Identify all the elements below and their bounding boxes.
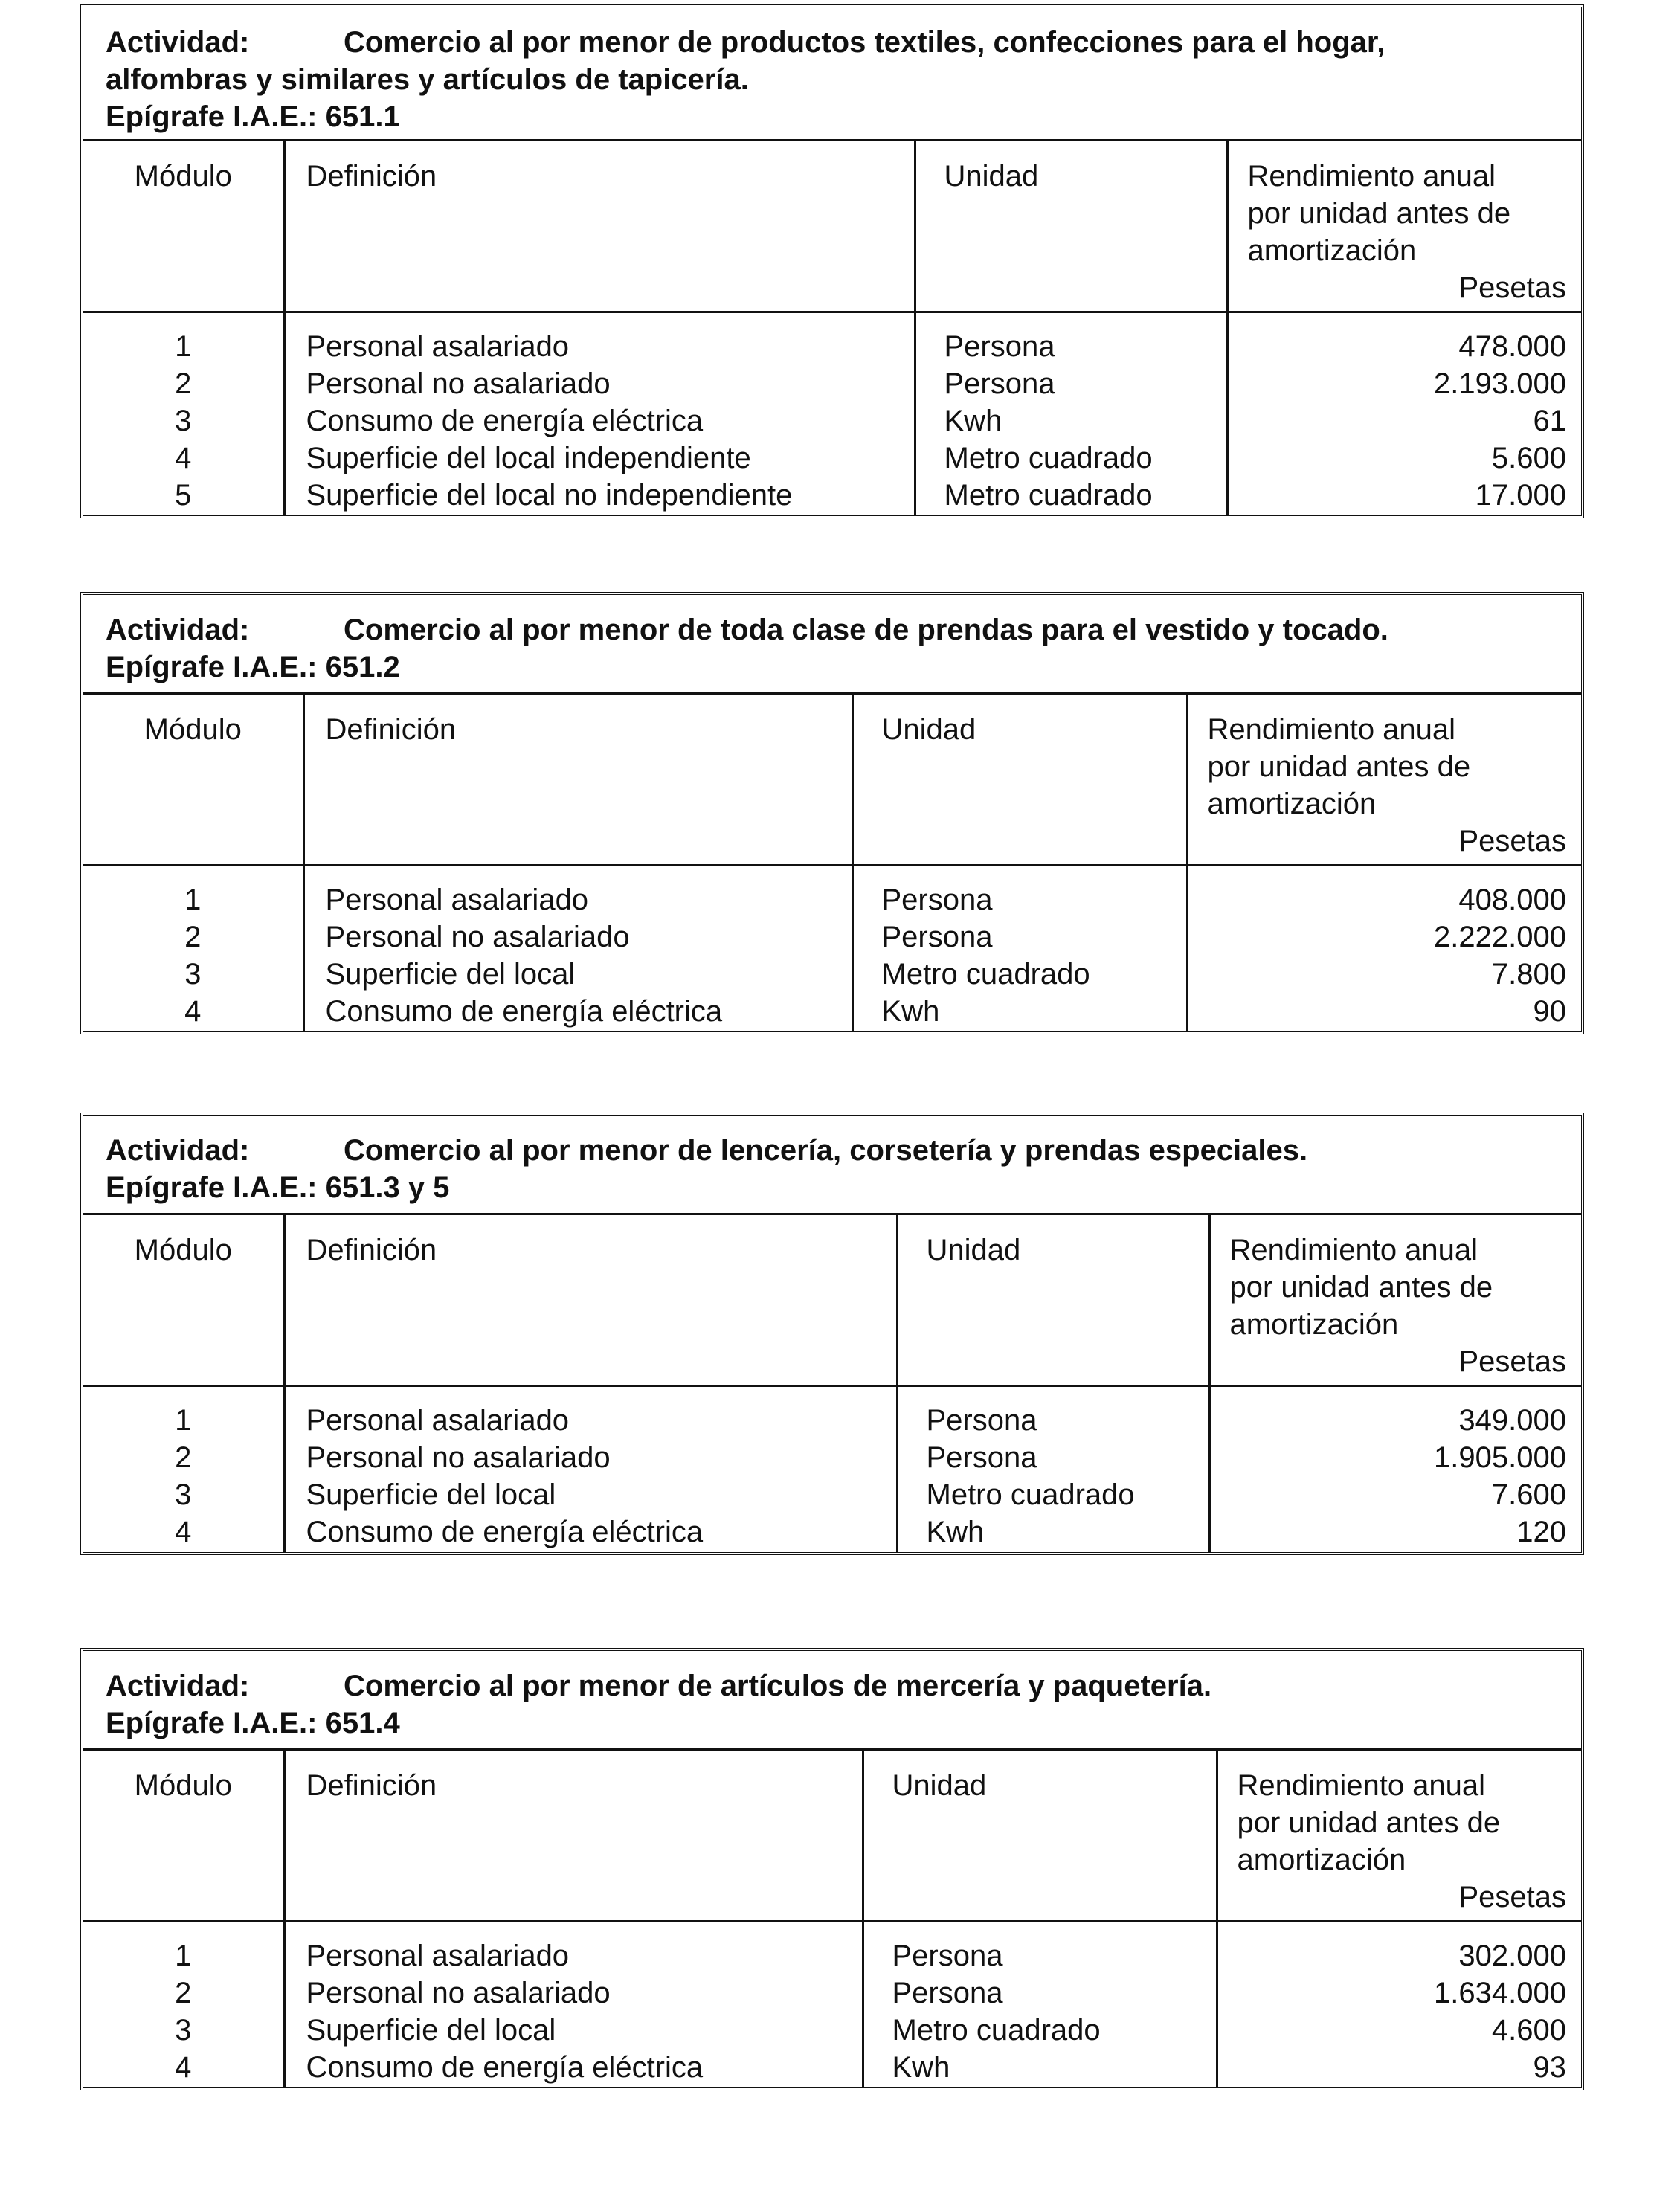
table-header-row (83, 1215, 1581, 1386)
table-header-row (83, 695, 1581, 866)
table-row: 4 Consumo de energía eléctrica Kwh 93 (83, 2049, 1581, 2087)
actividad-text: Comercio al por menor de artículos de mercería y paquetería. (344, 1670, 1212, 1702)
actividad-text-continued: alfombras y similares y artículos de tapicería. (106, 63, 749, 96)
col-header-modulo: Módulo (83, 1751, 284, 1922)
col-header-rendimiento: Rendimiento anual por unidad antes de amortización Pesetas (1209, 1215, 1581, 1386)
currency-label: Pesetas (1458, 825, 1566, 857)
activity-block-651-4 (80, 1648, 1584, 2090)
table-header-row (83, 141, 1581, 312)
col-header-definicion: Definición (284, 1751, 863, 1922)
epigrafe: Epígrafe I.A.E.: 651.3 y 5 (106, 1171, 450, 1204)
modules-table (83, 1215, 1581, 1552)
table-row: 3 Superficie del local Metro cuadrado 4.600 (83, 2012, 1581, 2049)
table-row: 1 Personal asalariado Persona 349.000 (83, 1386, 1581, 1440)
actividad-label: Actividad: (106, 1670, 250, 1702)
table-row: 3 Superficie del local Metro cuadrado 7.800 (83, 956, 1581, 993)
table-header-row (83, 1751, 1581, 1922)
currency-label: Pesetas (1458, 1345, 1566, 1378)
table-row: 2 Personal no asalariado Persona 1.905.000 (83, 1439, 1581, 1476)
actividad-text: Comercio al por menor de toda clase de prendas para el vestido y tocado. (344, 614, 1388, 646)
col-header-definicion: Definición (284, 141, 915, 312)
table-row: 1 Personal asalariado Persona 302.000 (83, 1922, 1581, 1975)
table-row: 4 Consumo de energía eléctrica Kwh 120 (83, 1513, 1581, 1552)
col-header-unidad: Unidad (863, 1751, 1217, 1922)
table-row: 4 Superficie del local independiente Metro cuadrado 5.600 (83, 440, 1581, 477)
activity-header (83, 595, 1581, 695)
col-header-unidad: Unidad (852, 695, 1187, 866)
col-header-modulo: Módulo (83, 695, 303, 866)
activity-header (83, 1116, 1581, 1215)
table-row: 2 Personal no asalariado Persona 2.193.000 (83, 365, 1581, 402)
actividad-label: Actividad: (106, 26, 250, 59)
table-row: 5 Superficie del local no independiente Metro cuadrado 17.000 (83, 477, 1581, 515)
actividad-text: Comercio al por menor de lencería, corsetería y prendas especiales. (344, 1134, 1308, 1167)
table-row: 4 Consumo de energía eléctrica Kwh 90 (83, 993, 1581, 1031)
epigrafe: Epígrafe I.A.E.: 651.1 (106, 100, 400, 133)
col-header-modulo: Módulo (83, 141, 284, 312)
modules-table (83, 695, 1581, 1031)
col-header-definicion: Definición (303, 695, 852, 866)
table-row: 3 Consumo de energía eléctrica Kwh 61 (83, 402, 1581, 440)
actividad-text: Comercio al por menor de productos textiles, confecciones para el hogar, (344, 26, 1385, 59)
col-header-rendimiento: Rendimiento anual por unidad antes de amortización Pesetas (1227, 141, 1581, 312)
modules-table (83, 141, 1581, 515)
activity-header (83, 7, 1581, 141)
activity-block-651-3-y-5 (80, 1113, 1584, 1555)
modules-table (83, 1751, 1581, 2087)
activity-header (83, 1651, 1581, 1751)
col-header-rendimiento: Rendimiento anual por unidad antes de amortización Pesetas (1217, 1751, 1581, 1922)
epigrafe: Epígrafe I.A.E.: 651.2 (106, 651, 400, 683)
currency-label: Pesetas (1458, 271, 1566, 304)
col-header-definicion: Definición (284, 1215, 897, 1386)
col-header-unidad: Unidad (915, 141, 1227, 312)
table-row: 2 Personal no asalariado Persona 1.634.000 (83, 1974, 1581, 2012)
col-header-rendimiento: Rendimiento anual por unidad antes de amortización Pesetas (1187, 695, 1581, 866)
table-row: 1 Personal asalariado Persona 408.000 (83, 866, 1581, 919)
table-row: 2 Personal no asalariado Persona 2.222.000 (83, 918, 1581, 956)
currency-label: Pesetas (1458, 1881, 1566, 1913)
col-header-unidad: Unidad (897, 1215, 1209, 1386)
epigrafe: Epígrafe I.A.E.: 651.4 (106, 1707, 400, 1739)
col-header-modulo: Módulo (83, 1215, 284, 1386)
activity-block-651-1 (80, 4, 1584, 518)
actividad-label: Actividad: (106, 1134, 250, 1167)
activity-block-651-2 (80, 592, 1584, 1034)
actividad-label: Actividad: (106, 614, 250, 646)
table-row: 3 Superficie del local Metro cuadrado 7.600 (83, 1476, 1581, 1513)
table-row: 1 Personal asalariado Persona 478.000 (83, 312, 1581, 366)
